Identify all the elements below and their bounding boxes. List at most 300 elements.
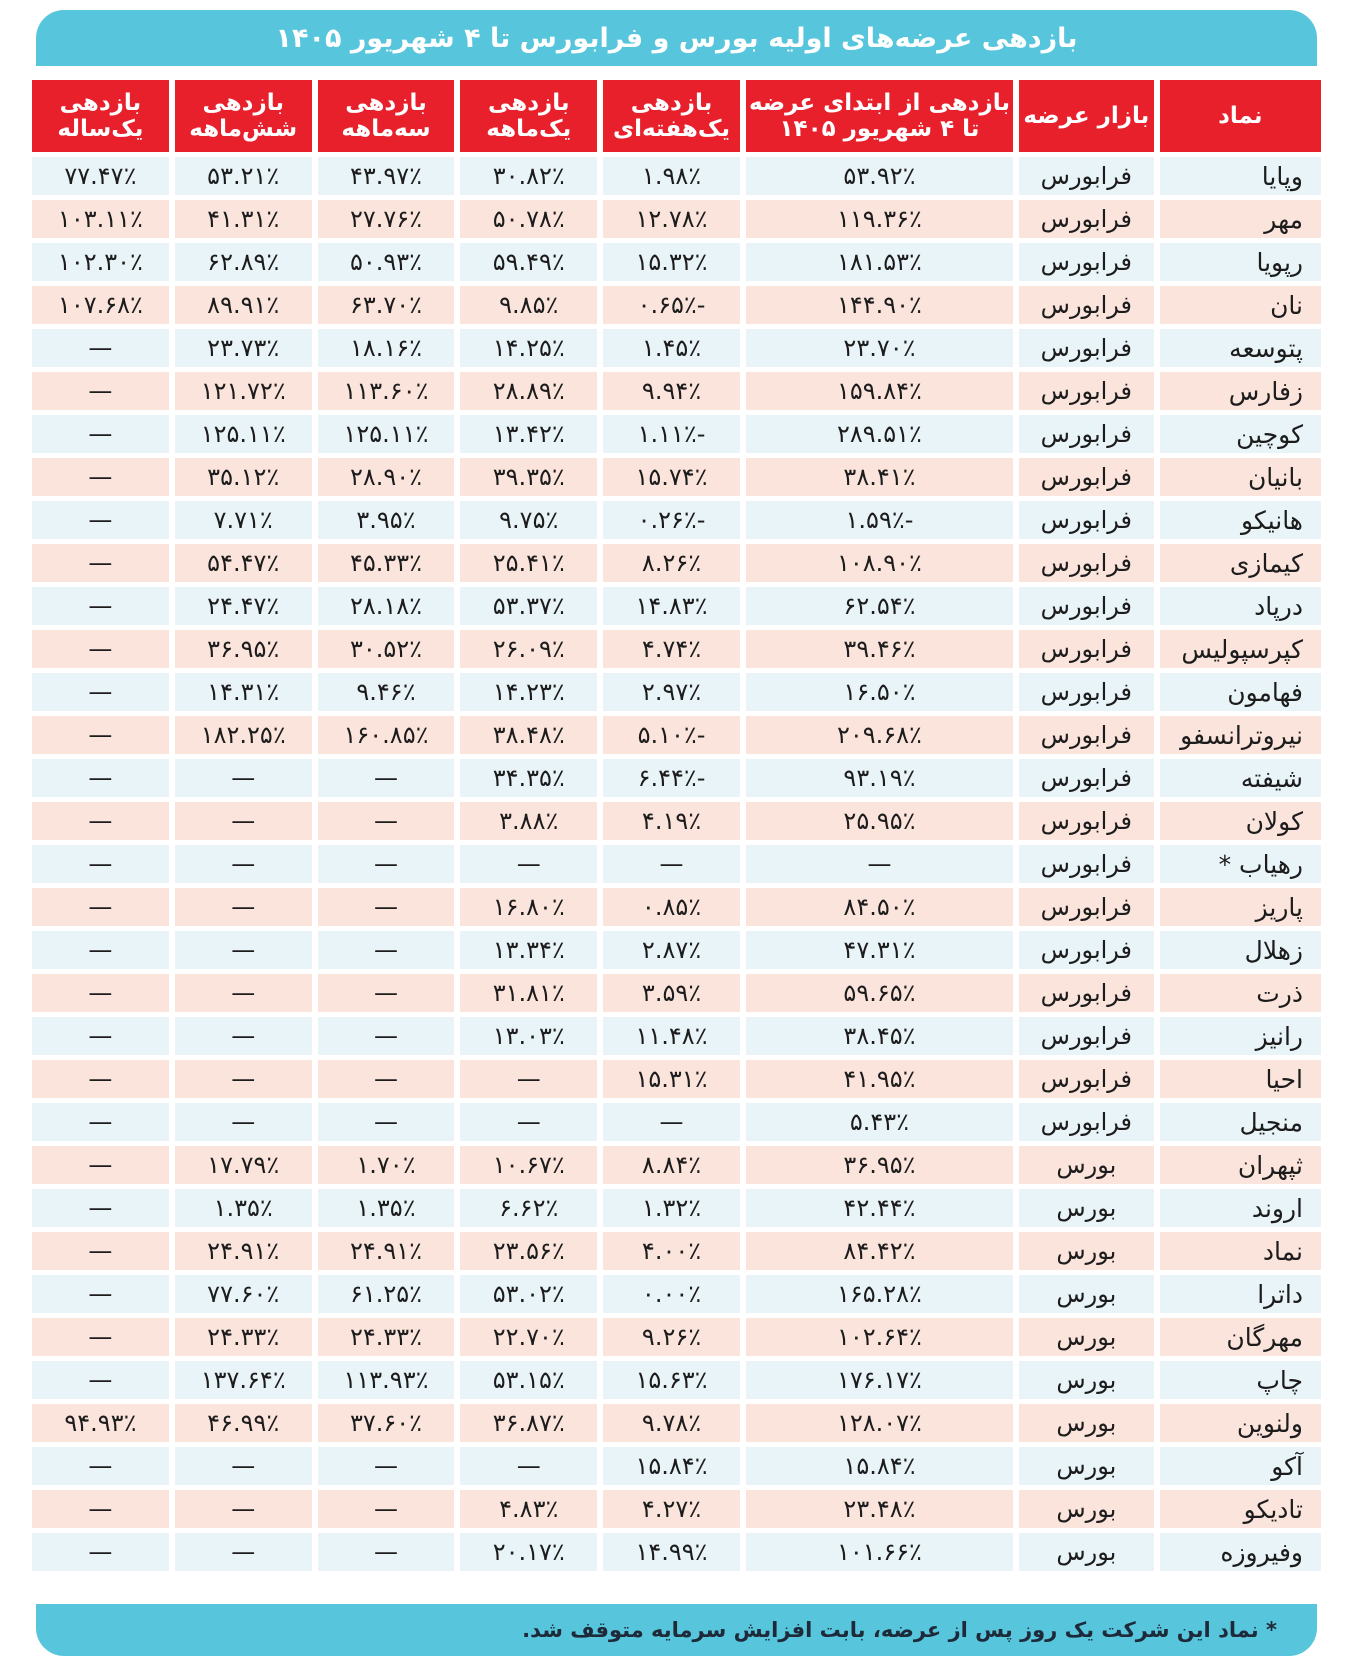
table-row xyxy=(32,286,1321,324)
six-month-cell: ۲۴.۹۱٪ xyxy=(175,1232,312,1270)
three-month-cell: — xyxy=(318,1447,455,1485)
six-month-cell: ۱۸۲.۲۵٪ xyxy=(175,716,312,754)
symbol-cell: ولنوین xyxy=(1160,1404,1321,1442)
table-row xyxy=(32,974,1321,1012)
three-month-cell: — xyxy=(318,931,455,969)
since-ipo-cell: -۱.۵۹٪ xyxy=(746,501,1013,539)
one-month-cell: ۱۳.۰۳٪ xyxy=(460,1017,597,1055)
three-month-cell: ۴۵.۳۳٪ xyxy=(318,544,455,582)
one-week-cell: ۴.۷۴٪ xyxy=(603,630,740,668)
symbol-cell: آکو xyxy=(1160,1447,1321,1485)
market-cell: فرابورس xyxy=(1019,200,1154,238)
three-month-cell: — xyxy=(318,1103,455,1141)
one-week-cell: ۸.۸۴٪ xyxy=(603,1146,740,1184)
symbol-cell: مهر xyxy=(1160,200,1321,238)
market-cell: بورس xyxy=(1019,1189,1154,1227)
table-row xyxy=(32,329,1321,367)
market-cell: فرابورس xyxy=(1019,286,1154,324)
header-three-month: بازدهی سه‌ماهه xyxy=(318,80,455,152)
table-title: بازدهی عرضه‌های اولیه بورس و فرابورس تا ۴ شهریور ۱۴۰۵ xyxy=(36,10,1317,66)
table-row xyxy=(32,716,1321,754)
one-month-cell: ۳۰.۸۲٪ xyxy=(460,157,597,195)
one-year-cell: — xyxy=(32,1447,169,1485)
one-year-cell: — xyxy=(32,1361,169,1399)
symbol-cell: داترا xyxy=(1160,1275,1321,1313)
one-month-cell: ۱۶.۸۰٪ xyxy=(460,888,597,926)
one-month-cell: ۹.۸۵٪ xyxy=(460,286,597,324)
since-ipo-cell: ۵.۴۳٪ xyxy=(746,1103,1013,1141)
one-year-cell: — xyxy=(32,1017,169,1055)
table-row xyxy=(32,630,1321,668)
market-cell: فرابورس xyxy=(1019,630,1154,668)
since-ipo-cell: ۲۳.۷۰٪ xyxy=(746,329,1013,367)
header-symbol: نماد xyxy=(1160,80,1321,152)
symbol-cell: وپایا xyxy=(1160,157,1321,195)
six-month-cell: ۱۳۷.۶۴٪ xyxy=(175,1361,312,1399)
symbol-cell: ذرت xyxy=(1160,974,1321,1012)
table-row xyxy=(32,759,1321,797)
symbol-cell: شیفته xyxy=(1160,759,1321,797)
three-month-cell: ۲۸.۱۸٪ xyxy=(318,587,455,625)
table-row xyxy=(32,1447,1321,1485)
one-year-cell: — xyxy=(32,888,169,926)
one-month-cell: ۳۶.۸۷٪ xyxy=(460,1404,597,1442)
three-month-cell: — xyxy=(318,1017,455,1055)
symbol-cell: رهیاب * xyxy=(1160,845,1321,883)
table-row xyxy=(32,802,1321,840)
since-ipo-cell: ۱۵.۸۴٪ xyxy=(746,1447,1013,1485)
one-year-cell: — xyxy=(32,1146,169,1184)
table-row xyxy=(32,1275,1321,1313)
six-month-cell: ۵۴.۴۷٪ xyxy=(175,544,312,582)
market-cell: فرابورس xyxy=(1019,329,1154,367)
one-year-cell: ۱۰۷.۶۸٪ xyxy=(32,286,169,324)
three-month-cell: — xyxy=(318,974,455,1012)
header-one-week: بازدهی یک‌هفته‌ای xyxy=(603,80,740,152)
one-year-cell: ۱۰۳.۱۱٪ xyxy=(32,200,169,238)
since-ipo-cell: — xyxy=(746,845,1013,883)
six-month-cell: — xyxy=(175,759,312,797)
one-month-cell: ۲۳.۵۶٪ xyxy=(460,1232,597,1270)
six-month-cell: ۱۲۱.۷۲٪ xyxy=(175,372,312,410)
one-month-cell: ۱۴.۲۵٪ xyxy=(460,329,597,367)
one-week-cell: -۶.۴۴٪ xyxy=(603,759,740,797)
symbol-cell: زهلال xyxy=(1160,931,1321,969)
since-ipo-cell: ۲۸۹.۵۱٪ xyxy=(746,415,1013,453)
three-month-cell: — xyxy=(318,845,455,883)
symbol-cell: نان xyxy=(1160,286,1321,324)
one-week-cell: ۱۵.۸۴٪ xyxy=(603,1447,740,1485)
table-row xyxy=(32,1017,1321,1055)
one-month-cell: ۵۹.۴۹٪ xyxy=(460,243,597,281)
market-cell: فرابورس xyxy=(1019,1103,1154,1141)
market-cell: بورس xyxy=(1019,1318,1154,1356)
one-month-cell: ۵۳.۰۲٪ xyxy=(460,1275,597,1313)
three-month-cell: ۲۷.۷۶٪ xyxy=(318,200,455,238)
one-month-cell: — xyxy=(460,1447,597,1485)
one-month-cell: ۵۰.۷۸٪ xyxy=(460,200,597,238)
table-row xyxy=(32,200,1321,238)
symbol-cell: مهرگان xyxy=(1160,1318,1321,1356)
header-market: بازار عرضه xyxy=(1019,80,1154,152)
one-week-cell: ۱.۹۸٪ xyxy=(603,157,740,195)
one-year-cell: — xyxy=(32,501,169,539)
symbol-cell: ثپهران xyxy=(1160,1146,1321,1184)
three-month-cell: ۹.۴۶٪ xyxy=(318,673,455,711)
one-month-cell: ۱۳.۴۲٪ xyxy=(460,415,597,453)
since-ipo-cell: ۱۱۹.۳۶٪ xyxy=(746,200,1013,238)
six-month-cell: ۲۳.۷۳٪ xyxy=(175,329,312,367)
symbol-cell: اروند xyxy=(1160,1189,1321,1227)
six-month-cell: — xyxy=(175,1533,312,1571)
since-ipo-cell: ۹۳.۱۹٪ xyxy=(746,759,1013,797)
one-year-cell: — xyxy=(32,630,169,668)
since-ipo-cell: ۱۲۸.۰۷٪ xyxy=(746,1404,1013,1442)
table-row xyxy=(32,157,1321,195)
since-ipo-cell: ۱۶.۵۰٪ xyxy=(746,673,1013,711)
three-month-cell: ۱۱۳.۶۰٪ xyxy=(318,372,455,410)
one-week-cell: ۱.۳۲٪ xyxy=(603,1189,740,1227)
one-month-cell: ۵۳.۳۷٪ xyxy=(460,587,597,625)
table-row xyxy=(32,243,1321,281)
six-month-cell: — xyxy=(175,1017,312,1055)
market-cell: فرابورس xyxy=(1019,673,1154,711)
one-year-cell: — xyxy=(32,845,169,883)
market-cell: فرابورس xyxy=(1019,845,1154,883)
symbol-cell: زفارس xyxy=(1160,372,1321,410)
one-year-cell: ۱۰۲.۳۰٪ xyxy=(32,243,169,281)
header-since-ipo: بازدهی از ابتدای عرضه تا ۴ شهریور ۱۴۰۵ xyxy=(746,80,1013,152)
table-row xyxy=(32,1103,1321,1141)
three-month-cell: ۶۱.۲۵٪ xyxy=(318,1275,455,1313)
one-year-cell: — xyxy=(32,458,169,496)
symbol-cell: احیا xyxy=(1160,1060,1321,1098)
six-month-cell: ۵۳.۲۱٪ xyxy=(175,157,312,195)
market-cell: بورس xyxy=(1019,1232,1154,1270)
six-month-cell: — xyxy=(175,888,312,926)
table-row xyxy=(32,372,1321,410)
six-month-cell: ۱۴.۳۱٪ xyxy=(175,673,312,711)
three-month-cell: ۳۷.۶۰٪ xyxy=(318,1404,455,1442)
market-cell: فرابورس xyxy=(1019,544,1154,582)
one-year-cell: — xyxy=(32,974,169,1012)
table-row xyxy=(32,1533,1321,1571)
six-month-cell: ۶۲.۸۹٪ xyxy=(175,243,312,281)
three-month-cell: ۳.۹۵٪ xyxy=(318,501,455,539)
since-ipo-cell: ۳۸.۴۵٪ xyxy=(746,1017,1013,1055)
symbol-cell: رپویا xyxy=(1160,243,1321,281)
one-week-cell: ۱۵.۳۲٪ xyxy=(603,243,740,281)
market-cell: فرابورس xyxy=(1019,1017,1154,1055)
six-month-cell: ۱۲۵.۱۱٪ xyxy=(175,415,312,453)
six-month-cell: ۷۷.۶۰٪ xyxy=(175,1275,312,1313)
six-month-cell: ۴۶.۹۹٪ xyxy=(175,1404,312,1442)
three-month-cell: ۱.۳۵٪ xyxy=(318,1189,455,1227)
table-row xyxy=(32,1318,1321,1356)
six-month-cell: — xyxy=(175,931,312,969)
one-month-cell: ۳۹.۳۵٪ xyxy=(460,458,597,496)
since-ipo-cell: ۴۲.۴۴٪ xyxy=(746,1189,1013,1227)
one-week-cell: ۱.۴۵٪ xyxy=(603,329,740,367)
symbol-cell: کولان xyxy=(1160,802,1321,840)
since-ipo-cell: ۵۹.۶۵٪ xyxy=(746,974,1013,1012)
since-ipo-cell: ۴۱.۹۵٪ xyxy=(746,1060,1013,1098)
six-month-cell: — xyxy=(175,1103,312,1141)
since-ipo-cell: ۵۳.۹۲٪ xyxy=(746,157,1013,195)
market-cell: فرابورس xyxy=(1019,501,1154,539)
since-ipo-cell: ۲۳.۴۸٪ xyxy=(746,1490,1013,1528)
one-week-cell: ۰.۰۰٪ xyxy=(603,1275,740,1313)
symbol-cell: درپاد xyxy=(1160,587,1321,625)
symbol-cell: چاپ xyxy=(1160,1361,1321,1399)
symbol-cell: بانیان xyxy=(1160,458,1321,496)
one-month-cell: ۳۸.۴۸٪ xyxy=(460,716,597,754)
since-ipo-cell: ۱۶۵.۲۸٪ xyxy=(746,1275,1013,1313)
market-cell: بورس xyxy=(1019,1146,1154,1184)
three-month-cell: ۲۸.۹۰٪ xyxy=(318,458,455,496)
three-month-cell: — xyxy=(318,1490,455,1528)
market-cell: فرابورس xyxy=(1019,716,1154,754)
three-month-cell: ۵۰.۹۳٪ xyxy=(318,243,455,281)
six-month-cell: — xyxy=(175,1060,312,1098)
six-month-cell: ۷.۷۱٪ xyxy=(175,501,312,539)
three-month-cell: ۱۱۳.۹۳٪ xyxy=(318,1361,455,1399)
since-ipo-cell: ۱۸۱.۵۳٪ xyxy=(746,243,1013,281)
one-week-cell: ۱۵.۷۴٪ xyxy=(603,458,740,496)
one-month-cell: ۳۴.۳۵٪ xyxy=(460,759,597,797)
three-month-cell: ۱۲۵.۱۱٪ xyxy=(318,415,455,453)
table-row xyxy=(32,845,1321,883)
one-year-cell: — xyxy=(32,716,169,754)
one-year-cell: — xyxy=(32,1189,169,1227)
six-month-cell: — xyxy=(175,1447,312,1485)
three-month-cell: ۲۴.۳۳٪ xyxy=(318,1318,455,1356)
table-row xyxy=(32,1404,1321,1442)
three-month-cell: ۱.۷۰٪ xyxy=(318,1146,455,1184)
symbol-cell: پتوسعه xyxy=(1160,329,1321,367)
one-year-cell: — xyxy=(32,1275,169,1313)
since-ipo-cell: ۲۵.۹۵٪ xyxy=(746,802,1013,840)
three-month-cell: — xyxy=(318,1533,455,1571)
three-month-cell: ۱۸.۱۶٪ xyxy=(318,329,455,367)
one-month-cell: ۳۱.۸۱٪ xyxy=(460,974,597,1012)
header-one-year: بازدهی یک‌ساله xyxy=(32,80,169,152)
one-year-cell: — xyxy=(32,673,169,711)
one-year-cell: — xyxy=(32,1490,169,1528)
one-year-cell: — xyxy=(32,1103,169,1141)
one-year-cell: — xyxy=(32,1232,169,1270)
table-row xyxy=(32,888,1321,926)
six-month-cell: ۲۴.۴۷٪ xyxy=(175,587,312,625)
one-month-cell: ۲۲.۷۰٪ xyxy=(460,1318,597,1356)
symbol-cell: نماد xyxy=(1160,1232,1321,1270)
symbol-cell: نیروترانسفو xyxy=(1160,716,1321,754)
one-year-cell: ۷۷.۴۷٪ xyxy=(32,157,169,195)
one-year-cell: — xyxy=(32,802,169,840)
table-row xyxy=(32,1361,1321,1399)
one-week-cell: ۹.۹۴٪ xyxy=(603,372,740,410)
table-row xyxy=(32,931,1321,969)
one-year-cell: ۹۴.۹۳٪ xyxy=(32,1404,169,1442)
one-week-cell: ۲.۹۷٪ xyxy=(603,673,740,711)
one-week-cell: ۳.۵۹٪ xyxy=(603,974,740,1012)
since-ipo-cell: ۱۴۴.۹۰٪ xyxy=(746,286,1013,324)
symbol-cell: کیمازی xyxy=(1160,544,1321,582)
one-week-cell: ۱۵.۶۳٪ xyxy=(603,1361,740,1399)
table-row xyxy=(32,458,1321,496)
since-ipo-cell: ۸۴.۴۲٪ xyxy=(746,1232,1013,1270)
table-row xyxy=(32,544,1321,582)
one-year-cell: — xyxy=(32,1318,169,1356)
since-ipo-cell: ۶۲.۵۴٪ xyxy=(746,587,1013,625)
footnote: * نماد این شرکت یک روز پس از عرضه، بابت افزایش سرمایه متوقف شد. xyxy=(36,1604,1317,1656)
three-month-cell: — xyxy=(318,888,455,926)
table-row xyxy=(32,1060,1321,1098)
one-month-cell: ۳.۸۸٪ xyxy=(460,802,597,840)
one-week-cell: ۲.۸۷٪ xyxy=(603,931,740,969)
one-week-cell: ۹.۲۶٪ xyxy=(603,1318,740,1356)
market-cell: فرابورس xyxy=(1019,243,1154,281)
table-row xyxy=(32,673,1321,711)
six-month-cell: — xyxy=(175,1490,312,1528)
table-row xyxy=(32,1146,1321,1184)
since-ipo-cell: ۴۷.۳۱٪ xyxy=(746,931,1013,969)
symbol-cell: پاریز xyxy=(1160,888,1321,926)
one-week-cell: ۱۴.۸۳٪ xyxy=(603,587,740,625)
since-ipo-cell: ۳۹.۴۶٪ xyxy=(746,630,1013,668)
market-cell: فرابورس xyxy=(1019,974,1154,1012)
market-cell: بورس xyxy=(1019,1447,1154,1485)
six-month-cell: ۲۴.۳۳٪ xyxy=(175,1318,312,1356)
one-month-cell: — xyxy=(460,1103,597,1141)
symbol-cell: کپرسپولیس xyxy=(1160,630,1321,668)
market-cell: بورس xyxy=(1019,1533,1154,1571)
table-row xyxy=(32,1490,1321,1528)
one-week-cell: ۸.۲۶٪ xyxy=(603,544,740,582)
six-month-cell: ۳۵.۱۲٪ xyxy=(175,458,312,496)
three-month-cell: — xyxy=(318,802,455,840)
market-cell: فرابورس xyxy=(1019,458,1154,496)
one-week-cell: ۰.۸۵٪ xyxy=(603,888,740,926)
symbol-cell: وفیروزه xyxy=(1160,1533,1321,1571)
one-year-cell: — xyxy=(32,759,169,797)
header-row xyxy=(32,80,1321,152)
one-year-cell: — xyxy=(32,931,169,969)
one-week-cell: -۱.۱۱٪ xyxy=(603,415,740,453)
one-month-cell: ۱۳.۳۴٪ xyxy=(460,931,597,969)
three-month-cell: ۳۰.۵۲٪ xyxy=(318,630,455,668)
three-month-cell: — xyxy=(318,759,455,797)
one-week-cell: ۴.۲۷٪ xyxy=(603,1490,740,1528)
header-one-month: بازدهی یک‌ماهه xyxy=(460,80,597,152)
one-week-cell: ۴.۱۹٪ xyxy=(603,802,740,840)
one-year-cell: — xyxy=(32,329,169,367)
one-month-cell: ۱۰.۶۷٪ xyxy=(460,1146,597,1184)
one-week-cell: — xyxy=(603,845,740,883)
one-week-cell: ۹.۷۸٪ xyxy=(603,1404,740,1442)
symbol-cell: کوچین xyxy=(1160,415,1321,453)
since-ipo-cell: ۱۵۹.۸۴٪ xyxy=(746,372,1013,410)
one-year-cell: — xyxy=(32,1533,169,1571)
six-month-cell: — xyxy=(175,974,312,1012)
table-body xyxy=(32,157,1321,1571)
three-month-cell: — xyxy=(318,1060,455,1098)
one-month-cell: ۵۳.۱۵٪ xyxy=(460,1361,597,1399)
since-ipo-cell: ۳۸.۴۱٪ xyxy=(746,458,1013,496)
one-month-cell: ۲۸.۸۹٪ xyxy=(460,372,597,410)
six-month-cell: ۳۶.۹۵٪ xyxy=(175,630,312,668)
market-cell: فرابورس xyxy=(1019,888,1154,926)
three-month-cell: ۱۶۰.۸۵٪ xyxy=(318,716,455,754)
market-cell: فرابورس xyxy=(1019,802,1154,840)
one-year-cell: — xyxy=(32,1060,169,1098)
one-year-cell: — xyxy=(32,415,169,453)
market-cell: فرابورس xyxy=(1019,931,1154,969)
market-cell: فرابورس xyxy=(1019,372,1154,410)
table-row xyxy=(32,415,1321,453)
market-cell: فرابورس xyxy=(1019,587,1154,625)
six-month-cell: — xyxy=(175,802,312,840)
six-month-cell: ۴۱.۳۱٪ xyxy=(175,200,312,238)
six-month-cell: ۱.۳۵٪ xyxy=(175,1189,312,1227)
one-month-cell: ۲۵.۴۱٪ xyxy=(460,544,597,582)
symbol-cell: هانیکو xyxy=(1160,501,1321,539)
market-cell: فرابورس xyxy=(1019,1060,1154,1098)
one-week-cell: -۰.۶۵٪ xyxy=(603,286,740,324)
three-month-cell: ۶۳.۷۰٪ xyxy=(318,286,455,324)
since-ipo-cell: ۸۴.۵۰٪ xyxy=(746,888,1013,926)
one-week-cell: ۱۲.۷۸٪ xyxy=(603,200,740,238)
since-ipo-cell: ۳۶.۹۵٪ xyxy=(746,1146,1013,1184)
one-week-cell: ۱۱.۴۸٪ xyxy=(603,1017,740,1055)
header-six-month: بازدهی شش‌ماهه xyxy=(175,80,312,152)
table-row xyxy=(32,501,1321,539)
one-week-cell: -۰.۲۶٪ xyxy=(603,501,740,539)
one-week-cell: — xyxy=(603,1103,740,1141)
one-month-cell: — xyxy=(460,845,597,883)
table-row xyxy=(32,1189,1321,1227)
since-ipo-cell: ۱۷۶.۱۷٪ xyxy=(746,1361,1013,1399)
since-ipo-cell: ۱۰۲.۶۴٪ xyxy=(746,1318,1013,1356)
one-month-cell: ۹.۷۵٪ xyxy=(460,501,597,539)
one-month-cell: ۶.۶۲٪ xyxy=(460,1189,597,1227)
six-month-cell: — xyxy=(175,845,312,883)
symbol-cell: منجیل xyxy=(1160,1103,1321,1141)
one-year-cell: — xyxy=(32,372,169,410)
three-month-cell: ۴۳.۹۷٪ xyxy=(318,157,455,195)
one-week-cell: ۱۵.۳۱٪ xyxy=(603,1060,740,1098)
symbol-cell: رانیز xyxy=(1160,1017,1321,1055)
three-month-cell: ۲۴.۹۱٪ xyxy=(318,1232,455,1270)
since-ipo-cell: ۲۰۹.۶۸٪ xyxy=(746,716,1013,754)
ipo-returns-table xyxy=(26,75,1327,1576)
one-month-cell: ۴.۸۳٪ xyxy=(460,1490,597,1528)
one-year-cell: — xyxy=(32,587,169,625)
since-ipo-cell: ۱۰۸.۹۰٪ xyxy=(746,544,1013,582)
market-cell: بورس xyxy=(1019,1275,1154,1313)
symbol-cell: تادیکو xyxy=(1160,1490,1321,1528)
market-cell: فرابورس xyxy=(1019,415,1154,453)
market-cell: فرابورس xyxy=(1019,759,1154,797)
one-year-cell: — xyxy=(32,544,169,582)
one-week-cell: -۵.۱۰٪ xyxy=(603,716,740,754)
market-cell: فرابورس xyxy=(1019,157,1154,195)
market-cell: بورس xyxy=(1019,1404,1154,1442)
table-row xyxy=(32,587,1321,625)
one-month-cell: — xyxy=(460,1060,597,1098)
one-month-cell: ۲۶.۰۹٪ xyxy=(460,630,597,668)
market-cell: بورس xyxy=(1019,1361,1154,1399)
